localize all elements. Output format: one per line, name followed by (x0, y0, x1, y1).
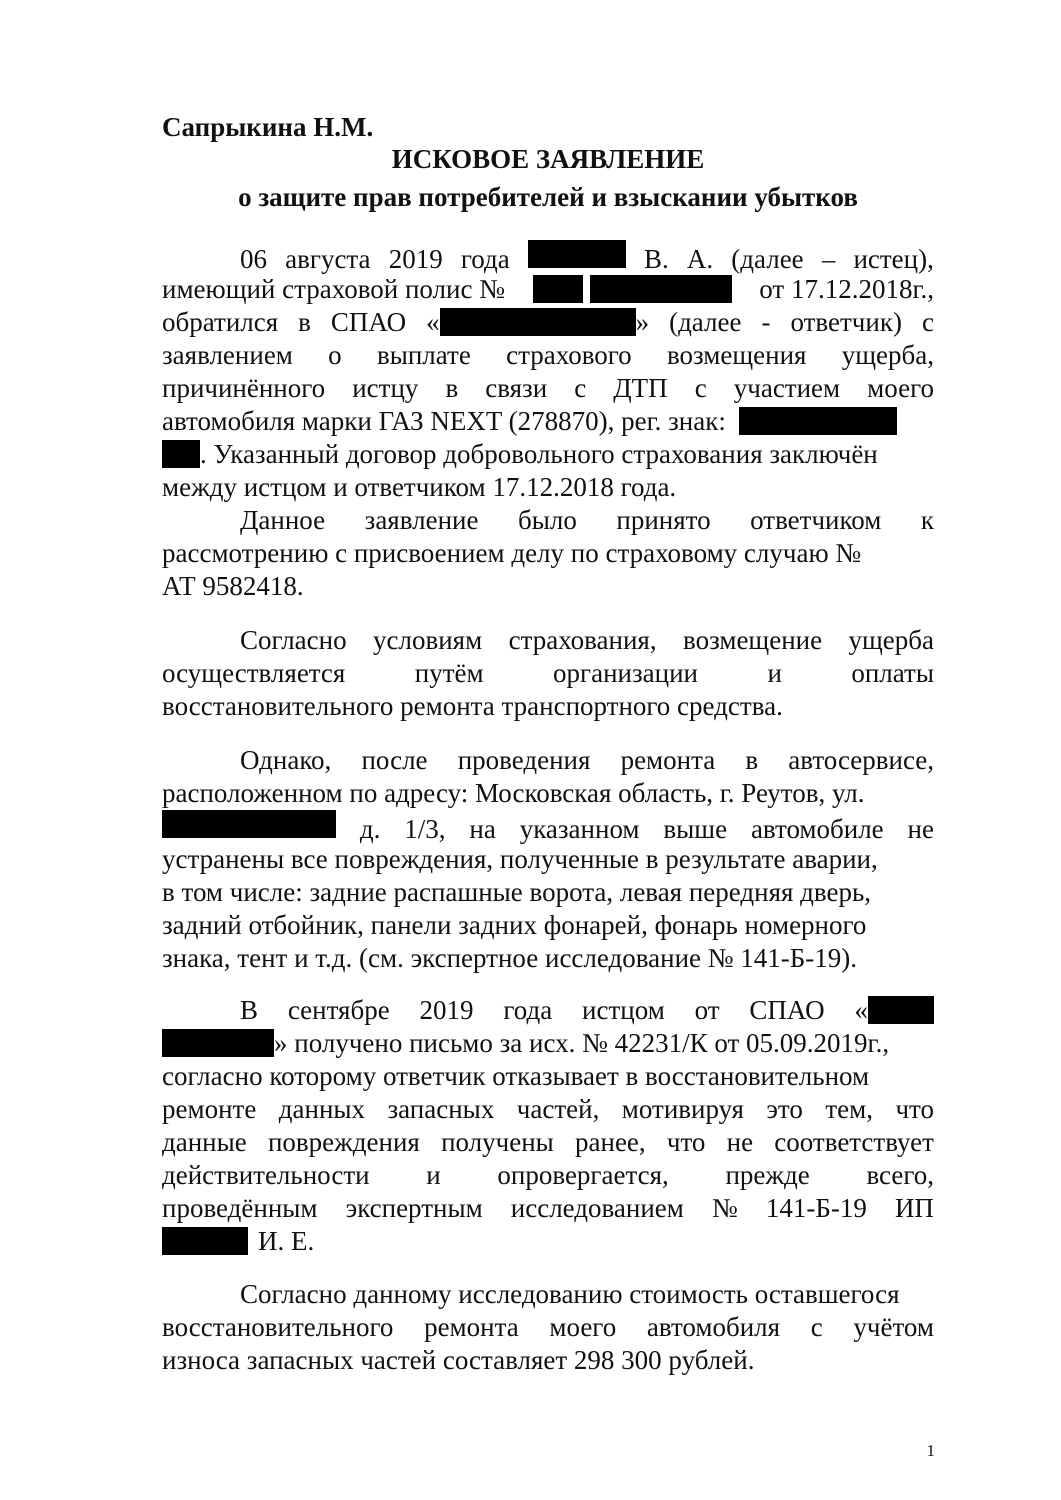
p6-line2: восстановительного ремонта моего автомобиля с учётом (162, 1312, 934, 1342)
redaction (739, 407, 897, 435)
p5-line4: ремонте данных запасных частей, мотивируя это тем, что (162, 1094, 934, 1124)
p4-line6: задний отбойник, панели задних фонарей, фонарь номерного (162, 910, 867, 940)
page-number: 1 (926, 1441, 935, 1460)
redaction (162, 1029, 274, 1057)
p5-line2: » получено письмо за исх. № 42231/К от 05.09.2019г., (162, 1027, 934, 1059)
p5-line3: согласно которому ответчик отказывает в восстановительном (162, 1061, 870, 1091)
redaction (868, 996, 934, 1024)
redaction (528, 240, 626, 268)
p5-line1: В сентябре 2019 года истцом от СПАО « (240, 994, 934, 1026)
redaction (162, 1227, 248, 1255)
p6-line1: Согласно данному исследованию стоимость оставшегося (240, 1279, 900, 1309)
p3-line3: восстановительного ремонта транспортного средства. (162, 691, 783, 721)
p1-line6: автомобиля марки ГАЗ NEXT (278870), рег. знак: (162, 405, 934, 437)
redaction (440, 308, 636, 336)
author-name: Сапрыкина Н.М. (162, 112, 374, 142)
redaction (162, 440, 200, 468)
p4-line1: Однако, после проведения ремонта в автосервисе, (240, 745, 934, 775)
document-subtitle: о защите прав потребителей и взыскании убытков (238, 182, 858, 212)
p4-line5: в том числе: задние распашные ворота, левая передняя дверь, (162, 877, 872, 907)
document-title: ИСКОВОЕ ЗАЯВЛЕНИЕ (391, 144, 705, 174)
redaction (162, 810, 336, 838)
p4-line2: расположенном по адресу: Московская область, г. Реутов, ул. (162, 778, 865, 808)
redaction (533, 275, 583, 303)
p5-line5: данные повреждения получены ранее, что не соответствует (162, 1127, 934, 1157)
p3-line1: Согласно условиям страхования, возмещение ущерба (240, 625, 934, 655)
p1-line3: обратился в СПАО « » (далее - ответчик) с (162, 307, 934, 337)
p1-line7: . Указанный договор добровольного страхования заключён (162, 438, 934, 470)
p5-line8: И. Е. (162, 1225, 934, 1257)
p1-line2: имеющий страховой полис № от 17.12.2018г., (162, 274, 934, 304)
p2-line1: Данное заявление было принято ответчиком к (240, 505, 934, 535)
p1-line5: причинённого истцу в связи с ДТП с участием моего (162, 373, 934, 403)
p1-line4: заявлением о выплате страхового возмещения ущерба, (162, 340, 934, 370)
p5-line6: действительности и опровергается, прежде всего, (162, 1160, 934, 1190)
p2-line3: АТ 9582418. (162, 571, 304, 601)
p1-line8: между истцом и ответчиком 17.12.2018 года. (162, 472, 677, 502)
p4-line3: д. 1/3, на указанном выше автомобиле не (162, 810, 934, 845)
redaction (590, 275, 732, 303)
p2-line2: рассмотрению с присвоением делу по страховому случаю № (162, 538, 862, 568)
p3-line2: осуществляется путём организации и оплаты (162, 658, 934, 688)
p1-line1: 06 августа 2019 года В. А. (далее – истец), (240, 240, 934, 275)
p4-line7: знака, тент и т.д. (см. экспертное исследование № 141-Б-19). (162, 943, 857, 973)
p5-line7: проведённым экспертным исследованием № 141-Б-19 ИП (162, 1193, 934, 1223)
p4-line4: устранены все повреждения, полученные в результате аварии, (162, 844, 878, 874)
p6-line3: износа запасных частей составляет 298 300 рублей. (162, 1345, 755, 1375)
